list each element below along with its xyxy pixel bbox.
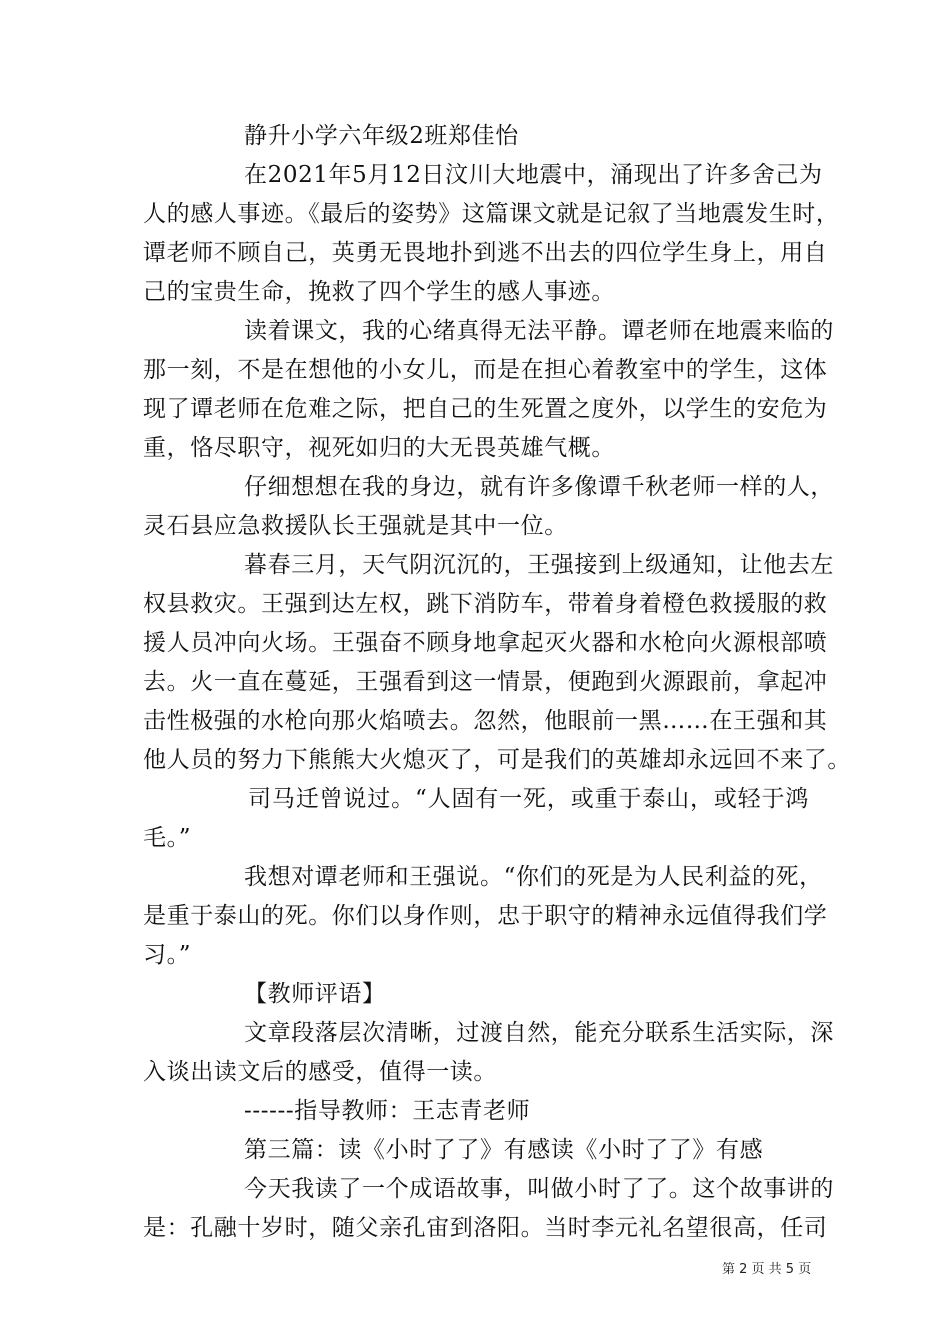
paragraph-line: 是重于泰山的死。你们以身作则，忠于职守的精神永远值得我们学 <box>143 903 828 929</box>
paragraph-line: 灵石县应急救援队长王强就是其中一位。 <box>143 513 568 539</box>
paragraph-line: 我想对谭老师和王强说。“你们的死是为人民利益的死， <box>244 864 823 890</box>
paragraph-line: 在2021年5月12日汶川大地震中，涌现出了许多舍己为 <box>244 162 823 188</box>
paragraph-line: 去。火一直在蔓延，王强看到这一情景，便跑到火源跟前，拿起冲 <box>143 669 828 695</box>
paragraph-line: 文章段落层次清晰，过渡自然，能充分联系生活实际，深 <box>244 1020 834 1046</box>
paragraph-line: 今天我读了一个成语故事，叫做小时了了。这个故事讲的 <box>244 1176 834 1202</box>
paragraph-line: 是：孔融十岁时，随父亲孔宙到洛阳。当时李元礼名望很高，任司 <box>143 1215 828 1241</box>
paragraph-line: 重，恪尽职守，视死如归的大无畏英雄气概。 <box>143 435 615 461</box>
paragraph-line: 谭老师不顾自己，英勇无畏地扑到逃不出去的四位学生身上，用自 <box>143 240 828 266</box>
page-number: 第 2 页 共 5 页 <box>722 1262 812 1277</box>
teacher-comment-heading: 【教师评语】 <box>244 981 386 1007</box>
paragraph-line: 入谈出读文后的感受，值得一读。 <box>143 1059 497 1085</box>
paragraph-line: 权县救灾。王强到达左权，跳下消防车，带着身着橙色救援服的救 <box>143 591 828 617</box>
section-heading: 第三篇：读《小时了了》有感读《小时了了》有感 <box>244 1137 764 1163</box>
advisor-signature: ------指导教师：王志青老师 <box>244 1098 531 1124</box>
paragraph-line: 司马迁曾说过。“人固有一死，或重于泰山，或轻于鸿 <box>248 786 809 812</box>
paragraph-line: 仔细想想在我的身边，就有许多像谭千秋老师一样的人， <box>244 474 834 500</box>
paragraph-line: 现了谭老师在危难之际，把自己的生死置之度外，以学生的安危为 <box>143 396 828 422</box>
paragraph-line: 毛。” <box>143 825 192 851</box>
paragraph-line: 己的宝贵生命，挽救了四个学生的感人事迹。 <box>143 279 615 305</box>
author-line: 静升小学六年级2班郑佳怡 <box>244 123 519 149</box>
paragraph-line: 人的感人事迹。《最后的姿势》这篇课文就是记叙了当地震发生时， <box>143 201 840 227</box>
paragraph-line: 习。” <box>143 942 192 968</box>
paragraph-line: 他人员的努力下熊熊大火熄灭了，可是我们的英雄却永远回不来了。 <box>143 747 851 773</box>
paragraph-line: 暮春三月，天气阴沉沉的，王强接到上级通知，让他去左 <box>244 552 834 578</box>
paragraph-line: 击性极强的水枪向那火焰喷去。忽然，他眼前一黑……在王强和其 <box>143 708 828 734</box>
paragraph-line: 读着课文，我的心绪真得无法平静。谭老师在地震来临的 <box>244 318 834 344</box>
paragraph-line: 援人员冲向火场。王强奋不顾身地拿起灭火器和水枪向火源根部喷 <box>143 630 828 656</box>
paragraph-line: 那一刻，不是在想他的小女儿，而是在担心着教室中的学生，这体 <box>143 357 828 383</box>
